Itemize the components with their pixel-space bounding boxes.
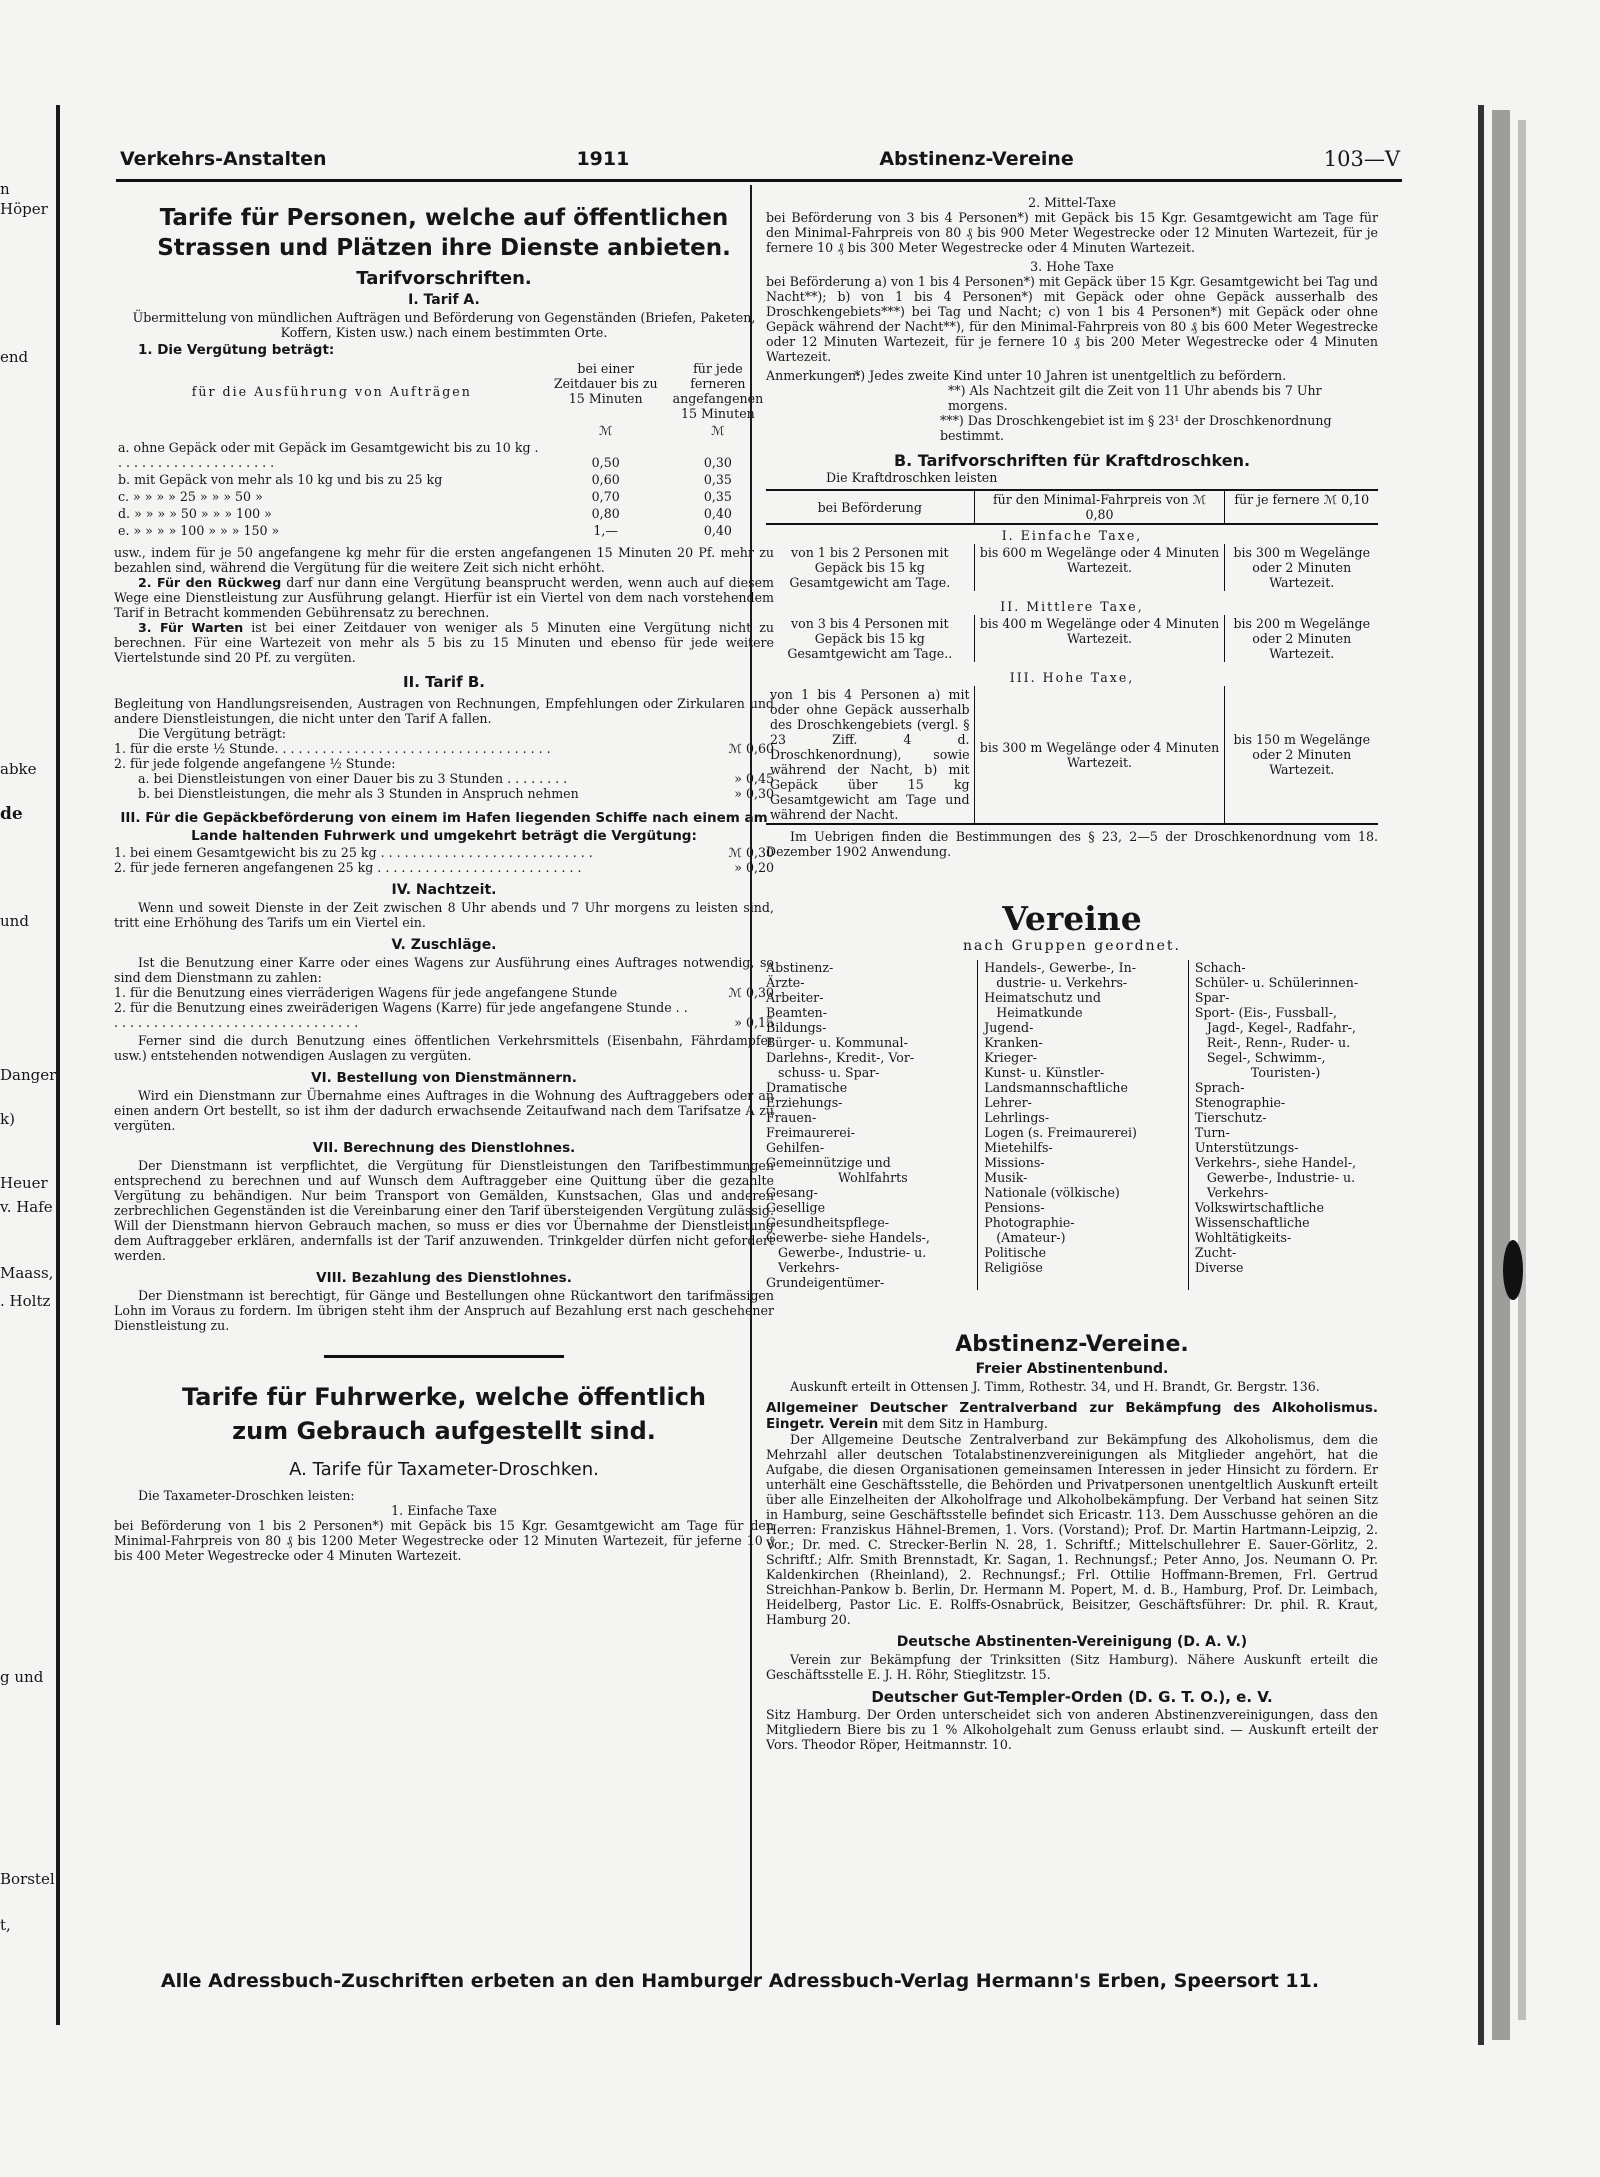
table-unit: ℳ <box>711 423 725 438</box>
cell: bis 400 m Wegelänge oder 4 Minuten Wartezeit. <box>974 615 1225 662</box>
table-header: bei Beförderung <box>766 490 974 524</box>
paragraph: Wird ein Dienstmann zur Übernahme eines Auftrages in die Wohnung des Auftraggebers oder an einen andern Ort bestellt, so ist ihm der dadurch erwachsende Zeitaufwand nach dem Tarifsatze A zu vergüten. <box>114 1088 774 1133</box>
group-item: Religiöse <box>984 1260 1043 1275</box>
group-item: schuss- u. Spar- <box>766 1065 880 1080</box>
group-item: Logen (s. Freimaurerei) <box>984 1125 1137 1140</box>
paragraph: Begleitung von Handlungsreisenden, Austragen von Rechnungen, Empfehlungen oder Zirkularen und andere Dienstleistungen, die nicht unter den Tarif A fallen. <box>114 696 774 726</box>
group-item: Zucht- <box>1194 1245 1237 1260</box>
group-item: Spar- <box>1194 990 1230 1005</box>
table-row <box>114 471 774 488</box>
table-section-title: I. Einfache Taxe, <box>1001 528 1143 543</box>
group-item: Verkehrs- <box>1194 1185 1269 1200</box>
taxameter-heading: A. Tarife für Taxameter-Droschken. <box>289 1459 599 1480</box>
group-item: Krieger- <box>984 1050 1037 1065</box>
group-item: Frauen- <box>766 1110 817 1125</box>
group-item: Bürger- u. Kommunal- <box>766 1035 908 1050</box>
table-row <box>114 522 774 539</box>
paragraph-lead: 2. Für den Rückweg <box>138 575 282 590</box>
paragraph: Der Allgemeine Deutsche Zentralverband zur Bekämpfung des Alkoholismus, dem die Mehrzahl aller deutschen Totalabstinenzvereinigungen als Mitglieder angehört, hat die Aufgabe, die diesen Organisationen gemeinsamen Interessen in jeder Hinsicht zu fördern. Er unterhält eine Geschäftsstelle, die Behörden und Privatpersonen unentgeltlich Auskunft erteilt über alle Einzelheiten der Alkoholfrage und Alkoholbekämpfung. Der Verband hat seinen Sitz in Hamburg, seine Geschäftsstelle befindet sich Ericastr. 113. Dem Ausschusse gehören an die Herren: Franziskus Hähnel-Bremen, 1. Vors. (Vorstand); Prof. Dr. Martin Hartmann-Leipzig, 2. Vor.; Dr. med. C. Strecker-Berlin N. 28, 1. Schriftf.; Mittelschullehrer E. Sauer-Görlitz, 2. Schriftf.; Alfr. Smith Brennstadt, Kr. Sagan, 1. Rechnungsf.; Peter Anno, Jos. Neumann O. Pr. Kaldenkirchen (Rheinland), 2. Rechnungsf.; Frl. Ottilie Hoffmann-Bremen, Frl. Gertrud Streichhan-Pankow b. Berlin, Dr. Hermann M. Popert, M. d. B., Hamburg, Prof. Dr. Leimbach, Heidelberg, Pastor Lic. E. Rolffs-Osnabrück, Beisitzer, Geschäftsführer: Dr. phil. R. Kraut, Hamburg 20. <box>766 1432 1378 1627</box>
header-left: Verkehrs-Anstalten <box>120 148 327 170</box>
group-item: Pensions- <box>984 1200 1045 1215</box>
group-item: Beamten- <box>766 1005 828 1020</box>
table-header: für den Minimal-Fahrpreis von ℳ 0,80 <box>974 490 1225 524</box>
page-content <box>80 145 1400 1985</box>
item-value: ℳ 0,30 <box>728 985 774 1000</box>
row-label: d. » » » » 50 » » » 100 » <box>118 506 272 521</box>
vereine-subtitle: nach Gruppen geordnet. <box>963 938 1181 954</box>
table-unit: ℳ <box>598 423 613 438</box>
item-value: » 0,45 <box>734 771 774 786</box>
paragraph-text: mit dem Sitz in Hamburg. <box>878 1416 1048 1431</box>
group-item: Lehrer- <box>984 1095 1032 1110</box>
group-item: Volkswirtschaftliche <box>1194 1200 1324 1215</box>
group-item: Nationale (völkische) <box>984 1185 1120 1200</box>
list-item <box>114 741 774 756</box>
group-item: Lehrlings- <box>984 1110 1050 1125</box>
abstinenz-vereine-heading: Abstinenz-Vereine. <box>955 1332 1189 1357</box>
group-item: Unterstützungs- <box>1194 1140 1299 1155</box>
group-item: Jagd-, Kegel-, Radfahr-, <box>1194 1020 1357 1035</box>
table-section-title: III. Hohe Taxe, <box>1009 670 1135 685</box>
group-item: Missions- <box>984 1155 1045 1170</box>
group-item: Landsmannschaftliche <box>984 1080 1128 1095</box>
groups-column-3 <box>1189 960 1378 1290</box>
margin-fragment: Höper <box>0 200 48 218</box>
group-item: Handels-, Gewerbe-, In- <box>984 960 1137 975</box>
paragraph: Die Vergütung beträgt: <box>138 726 286 741</box>
item-label: 1. für die erste ½ Stunde. . . . . . . . . . . . . . . . . . . . . . . . . . . . . . . . . . . <box>114 741 551 756</box>
margin-fragment: Borstel <box>0 1870 55 1888</box>
vereine-title: Vereine <box>1002 899 1142 938</box>
vereine-groups <box>766 960 1378 1290</box>
tarif-a-intro: Übermittelung von mündlichen Aufträgen und Beförderung von Gegenständen (Briefen, Paketen, Koffern, Kisten usw.) nach einem bestimmten Orte. <box>132 310 756 340</box>
table-row <box>114 488 774 505</box>
paragraph <box>114 575 774 620</box>
table-row <box>114 439 774 471</box>
paragraph: Ist die Benutzung einer Karre oder eines Wagens zur Ausführung eines Auftrages notwendig, so sind dem Dienstmann zu zahlen: <box>114 955 774 985</box>
paragraph: Wenn und soweit Dienste in der Zeit zwischen 8 Uhr abends und 7 Uhr morgens zu leisten sind, tritt eine Erhöhung des Tarifs um ein Viertel ein. <box>114 900 774 930</box>
margin-fragment: g und <box>0 1668 44 1686</box>
paragraph: Die Taxameter-Droschken leisten: <box>138 1488 355 1503</box>
anmerkungen-list <box>854 368 1378 443</box>
row-value: 0,35 <box>703 472 732 487</box>
table-row <box>114 505 774 522</box>
running-header <box>120 145 1400 173</box>
group-item: Gemeinnützige und <box>766 1155 891 1170</box>
table-header-col2: für jede ferneren angefangenen 15 Minuten <box>672 361 764 421</box>
berechnung-heading: VII. Berechnung des Dienstlohnes. <box>312 1140 576 1156</box>
bezahlung-heading: VIII. Bezahlung des Dienstlohnes. <box>316 1270 572 1286</box>
paragraph-text: darf nur dann eine Vergütung beansprucht werden, wenn auch auf diesem Wege eine Dienstleistung zur Ausführung gelangt. Hierfür ist ein Viertel von dem nach vorstehendem Tarif in Betracht kommenden Gebührensatz zu berechnen. <box>114 575 774 620</box>
cell: bis 300 m Wegelänge oder 4 Minuten Wartezeit. <box>974 686 1225 824</box>
list-item <box>114 756 774 771</box>
item-label: 1. für die Benutzung eines vierräderigen Wagens für jede angefangene Stunde <box>114 985 618 1000</box>
item-label: a. bei Dienstleistungen von einer Dauer bis zu 3 Stunden . . . . . . . . <box>138 771 568 786</box>
table-header: für je fernere ℳ 0,10 <box>1234 492 1370 507</box>
table-header-task: für die Ausführung von Aufträgen <box>191 383 472 399</box>
group-item: (Amateur-) <box>984 1230 1066 1245</box>
section-title: Tarife für Personen, welche auf öffentlichen Strassen und Plätzen ihre Dienste anbieten. <box>157 205 731 261</box>
footnote: **) Als Nachtzeit gilt die Zeit von 11 Uhr abends bis 7 Uhr morgens. <box>948 383 1322 413</box>
paragraph: bei Beförderung von 1 bis 2 Personen*) mit Gepäck bis 15 Kgr. Gesamtgewicht am Tage für den Minimal-Fahrpreis von 80 ₰ bis 1200 Meter Wegestrecke oder 12 Minuten Wartezeit, für jeferne 10 ₰ bis 400 Meter Wegestrecke oder 4 Minuten Wartezeit. <box>114 1518 774 1563</box>
item-value: ℳ 0,60 <box>728 741 774 756</box>
group-item: Kunst- u. Künstler- <box>984 1065 1105 1080</box>
row-value: 0,70 <box>591 489 620 504</box>
margin-fragment: abke <box>0 760 37 778</box>
item-value: » 0,20 <box>734 860 774 875</box>
group-item: Wissenschaftliche <box>1194 1215 1310 1230</box>
header-rule <box>116 179 1402 182</box>
table-row <box>766 686 1378 824</box>
bestellung-heading: VI. Bestellung von Dienstmännern. <box>311 1070 577 1086</box>
paragraph: Der Dienstmann ist verpflichtet, die Vergütung für Dienstleistungen den Tarifbestimmungen entsprechend zu berechnen und auf Wunsch dem Auftraggeber eine Quittung über die gezahlte Vergütung zu behändigen. Nur beim Transport von Gemälden, Kunstsachen, Glas und anderen zerbrechlichen Gegenständen ist die Vereinbarung einer den Tarif übersteigenden Vergütung zulässig. Will der Dienstmann hiervon Gebrauch machen, so muss er dies vor Übernahme der Dienstleistung dem Auftraggeber erklären, andernfalls ist der Tarif anzuwenden. Trinkgelder dürfen nicht gefordert werden. <box>114 1158 774 1263</box>
group-item: Grundeigentümer- <box>766 1275 885 1290</box>
group-item: Diverse <box>1194 1260 1244 1275</box>
row-value: 0,80 <box>591 506 620 521</box>
row-value: 0,35 <box>703 489 732 504</box>
page-footer: Alle Adressbuch-Zuschriften erbeten an den Hamburger Adressbuch-Verlag Hermann's Erben, Speersort 11. <box>160 1970 1320 1992</box>
group-item: Touristen-) <box>1194 1065 1321 1080</box>
group-item: Politische <box>984 1245 1047 1260</box>
ink-blot <box>1503 1240 1523 1300</box>
paragraph: bei Beförderung von 3 bis 4 Personen*) mit Gepäck bis 15 Kgr. Gesamtgewicht am Tage für den Minimal-Fahrpreis von 80 ₰ bis 900 Meter Wegestrecke oder 12 Minuten Wartezeit, für je fernere 10 ₰ bis 300 Meter Wegestrecke oder 4 Minuten Wartezeit. <box>766 210 1378 255</box>
group-item: Gesundheitspflege- <box>766 1215 890 1230</box>
group-item: Sport- (Eis-, Fussball-, <box>1194 1005 1337 1020</box>
group-item: Arbeiter- <box>766 990 824 1005</box>
group-item: Erziehungs- <box>766 1095 843 1110</box>
group-item: Kranken- <box>984 1035 1043 1050</box>
binding-shadow <box>1492 110 1510 2040</box>
footnote: ***) Das Droschkengebiet ist im § 23¹ der Droschkenordnung bestimmt. <box>940 413 1332 443</box>
binding-shadow <box>1478 105 1484 2045</box>
group-item: Wohltätigkeits- <box>1194 1230 1292 1245</box>
group-item: Freimaurerei- <box>766 1125 856 1140</box>
header-right: Abstinenz-Vereine <box>879 148 1074 170</box>
list-item <box>114 771 774 786</box>
paragraph-lead: 3. Für Warten <box>138 620 244 635</box>
paragraph: Der Dienstmann ist berechtigt, für Gänge und Bestellungen ohne Rückantwort den tarifmässigen Lohn im Voraus zu fordern. Im übrigen steht ihm der Anspruch auf Bezahlung erst nach geschehener Dienstleistung zu. <box>114 1288 774 1333</box>
kraftdroschken-heading: B. Tarifvorschriften für Kraftdroschken. <box>893 451 1251 470</box>
cell: bis 200 m Wegelänge oder 2 Minuten Wartezeit. <box>1233 616 1371 661</box>
group-item: dustrie- u. Verkehrs- <box>984 975 1128 990</box>
group-item: Heimatkunde <box>984 1005 1083 1020</box>
group-item: Verkehrs- <box>766 1260 840 1275</box>
row-value: 0,40 <box>703 506 732 521</box>
tarif-a-table <box>114 360 774 539</box>
footnote: *) Jedes zweite Kind unter 10 Jahren ist unentgeltlich zu befördern. <box>854 368 1287 383</box>
row-value: 0,60 <box>591 472 620 487</box>
item-label: 2. für die Benutzung eines zweiräderigen Wagens (Karre) für jede angefangene Stunde . . . . . . . . . . . . . . . . . . . . . . . . . . . . . . . . . <box>114 1000 688 1030</box>
table-row <box>766 544 1378 591</box>
list-item <box>114 860 774 875</box>
group-item: Gewerbe- siehe Handels-, <box>766 1230 930 1245</box>
margin-fragment: Heuer <box>0 1174 48 1192</box>
fuhrwerke-title: Tarife für Fuhrwerke, welche öffentlich zum Gebrauch aufgestellt sind. <box>181 1383 707 1445</box>
group-item: Gesellige <box>766 1200 826 1215</box>
row-value: 0,30 <box>703 455 732 470</box>
paragraph: Die Kraftdroschken leisten <box>826 470 998 485</box>
paragraph: Auskunft erteilt in Ottensen J. Timm, Rothestr. 34, und H. Brandt, Gr. Bergstr. 136. <box>790 1379 1320 1394</box>
item-label: 2. für jede ferneren angefangenen 25 kg . . . . . . . . . . . . . . . . . . . . . . . . . . <box>114 860 582 875</box>
group-item: Darlehns-, Kredit-, Vor- <box>766 1050 915 1065</box>
margin-fragment: n <box>0 180 10 198</box>
margin-fragment: k) <box>0 1110 15 1128</box>
header-page-number: 103—V <box>1323 147 1400 171</box>
group-item: Ärzte- <box>766 975 805 990</box>
zuschlaege-heading: V. Zuschläge. <box>391 937 497 953</box>
section-subtitle: Tarifvorschriften. <box>356 268 532 289</box>
dgto-heading: Deutscher Gut-Templer-Orden (D. G. T. O.), e. V. <box>871 1688 1273 1706</box>
paragraph: bei Beförderung a) von 1 bis 4 Personen*) mit Gepäck über 15 Kgr. Gesamtgewicht bei Tag und Nacht**); b) von 1 bis 4 Personen*) mit Gepäck oder ohne Gepäck ausserhalb des Droschkengebiets***) bei Tag und Nacht; c) von 1 bis 4 Personen*) mit Gepäck oder ohne Gepäck während der Nacht**), für den Minimal-Fahrpreis von 80 ₰ bis 600 Meter Wegestrecke oder 12 Minuten Wartezeit, für je fernere 10 ₰ bis 200 Meter Wegestrecke oder 4 Minuten Wartezeit. <box>766 274 1378 364</box>
row-label: e. » » » » 100 » » » 150 » <box>118 523 280 538</box>
list-item <box>114 985 774 1000</box>
group-item: Heimatschutz und <box>984 990 1101 1005</box>
item-label: 2. für jede folgende angefangene ½ Stunde: <box>114 756 396 771</box>
item-value: » 0,30 <box>734 786 774 801</box>
item-label: b. bei Dienstleistungen, die mehr als 3 Stunden in Anspruch nehmen <box>138 786 579 801</box>
group-item: Segel-, Schwimm-, <box>1194 1050 1326 1065</box>
group-item: Tierschutz- <box>1194 1110 1267 1125</box>
row-value: 0,50 <box>591 455 620 470</box>
group-item: Schüler- u. Schülerinnen- <box>1194 975 1359 990</box>
row-label: c. » » » » 25 » » » 50 » <box>118 489 263 504</box>
tarif-a-heading: I. Tarif A. <box>408 292 480 308</box>
margin-fragment: t, <box>0 1916 11 1934</box>
group-item: Mietehilfs- <box>984 1140 1053 1155</box>
paragraph: Sitz Hamburg. Der Orden unterscheidet sich von anderen Abstinenzvereinigungen, dass den Mitgliedern Biere bis zu 1 % Alkoholgehalt zum Genuss erlaubt sind. — Auskunft erteilt der Vors. Theodor Röper, Heitmannstr. 10. <box>766 1707 1378 1752</box>
cell: bis 600 m Wegelänge oder 4 Minuten Wartezeit. <box>974 544 1225 591</box>
group-item: Wohlfahrts <box>766 1170 908 1185</box>
margin-fragment: v. Hafe <box>0 1198 53 1216</box>
group-item: Schach- <box>1194 960 1246 975</box>
margin-fragment: Danger <box>0 1066 57 1084</box>
group-item: Gewerbe-, Industrie- u. <box>1194 1170 1356 1185</box>
nachtzeit-heading: IV. Nachtzeit. <box>391 882 497 898</box>
group-item: Jugend- <box>984 1020 1034 1035</box>
group-item: Gewerbe-, Industrie- u. <box>766 1245 927 1260</box>
row-value: 1,— <box>593 523 619 538</box>
margin-fragment: end <box>0 348 29 366</box>
cell: von 3 bis 4 Personen mit Gepäck bis 15 kg Gesamtgewicht am Tage.. <box>766 615 974 662</box>
verguetung-label: 1. Die Vergütung beträgt: <box>138 342 335 358</box>
anmerkungen-label: Anmerkungen: <box>766 368 861 383</box>
paragraph <box>766 1400 1378 1432</box>
kraftdroschken-table <box>766 489 1378 825</box>
row-value: 0,40 <box>703 523 732 538</box>
tarif-b-heading: II. Tarif B. <box>403 673 485 691</box>
group-item: Bildungs- <box>766 1020 827 1035</box>
item-label: 1. bei einem Gesamtgewicht bis zu 25 kg . . . . . . . . . . . . . . . . . . . . . . . . . . . <box>114 845 593 860</box>
left-column <box>114 203 774 1563</box>
anmerkungen <box>766 368 1378 443</box>
table-header-col1: bei einer Zeitdauer bis zu 15 Minuten <box>553 361 658 406</box>
groups-column-2 <box>978 960 1189 1290</box>
paragraph: usw., indem für je 50 angefangene kg mehr für die ersten angefangenen 15 Minuten 20 Pf. mehr zu bezahlen sind, während die Vergütung für die weitere Zeit sich nicht erhöht. <box>114 545 774 575</box>
group-item: Photographie- <box>984 1215 1075 1230</box>
paragraph <box>114 620 774 665</box>
previous-page-edge <box>0 100 57 2000</box>
row-label: b. mit Gepäck von mehr als 10 kg und bis zu 25 kg <box>118 472 443 487</box>
list-item <box>114 845 774 860</box>
group-item: Abstinenz- <box>766 960 834 975</box>
paragraph: Im Uebrigen finden die Bestimmungen des § 23, 2—5 der Droschkenordnung vom 18. Dezember 1902 Anwendung. <box>766 829 1378 859</box>
section-divider <box>324 1355 564 1358</box>
header-year: 1911 <box>576 148 630 170</box>
group-item: Sprach- <box>1194 1080 1245 1095</box>
margin-fragment: und <box>0 912 29 930</box>
group-item: Turn- <box>1194 1125 1230 1140</box>
groups-column-1 <box>766 960 978 1290</box>
cell: bis 150 m Wegelänge oder 2 Minuten Wartezeit. <box>1233 732 1371 777</box>
table-row <box>766 615 1378 662</box>
cell: von 1 bis 4 Personen a) mit oder ohne Gepäck ausserhalb des Droschkengebiets (vergl. § 23 Ziff. 4 d. Droschkenordnung), sowie während der Nacht, b) mit Gepäck über 15 kg Gesamtgewicht am Tage und während der Nacht. <box>766 686 974 824</box>
paragraph: Ferner sind die durch Benutzung eines öffentlichen Verkehrsmittels (Eisenbahn, Fährdampfer usw.) entstehenden notwendigen Auslagen zu vergüten. <box>114 1033 774 1063</box>
margin-fragment: de <box>0 804 23 824</box>
group-item: Stenographie- <box>1194 1095 1286 1110</box>
freier-abstinentenbund-heading: Freier Abstinentenbund. <box>975 1361 1169 1377</box>
hohe-taxe-heading: 3. Hohe Taxe <box>1030 259 1114 274</box>
cell: von 1 bis 2 Personen mit Gepäck bis 15 kg Gesamtgewicht am Tage. <box>766 544 974 591</box>
cell: bis 300 m Wegelänge oder 2 Minuten Wartezeit. <box>1233 545 1371 590</box>
binding-shadow <box>1518 120 1526 2020</box>
einfache-taxe-heading: 1. Einfache Taxe <box>391 1503 497 1518</box>
organization-name: Allgemeiner Deutscher Zentralverband zur Bekämpfung des Alkoholismus. Eingetr. Verein <box>766 1400 1378 1432</box>
mittel-taxe-heading: 2. Mittel-Taxe <box>1028 195 1116 210</box>
paragraph-text: ist bei einer Zeitdauer von weniger als 5 Minuten eine Vergütung nicht zu berechnen. Für eine Wartezeit von mehr als 5 bis zu 15 Minuten und ebenso für jede weitere Viertelstunde sind 20 Pf. zu vergüten. <box>114 620 774 665</box>
group-item: Musik- <box>984 1170 1028 1185</box>
paragraph: Verein zur Bekämpfung der Trinksitten (Sitz Hamburg). Nähere Auskunft erteilt die Geschäftsstelle E. J. H. Röhr, Stieglitzstr. 15. <box>766 1652 1378 1682</box>
group-item: Gesang- <box>766 1185 818 1200</box>
page-edge-line <box>56 105 60 2025</box>
row-label: a. ohne Gepäck oder mit Gepäck im Gesamtgewicht bis zu 10 kg . . . . . . . . . . . . . . . . . . . . . <box>118 440 539 470</box>
right-column <box>766 195 1378 1752</box>
table-section-title: II. Mittlere Taxe, <box>1000 599 1144 614</box>
margin-fragment: . Holtz <box>0 1292 51 1310</box>
group-item: Dramatische <box>766 1080 848 1095</box>
item-value: » 0,15 <box>734 1015 774 1030</box>
group-item: Gehilfen- <box>766 1140 825 1155</box>
gepaeck-heading: III. Für die Gepäckbeförderung von einem im Hafen liegenden Schiffe nach einem am Lande haltenden Fuhrwerk und umgekehrt beträgt die Vergütung: <box>120 810 768 844</box>
list-item <box>114 1000 774 1030</box>
group-item: Reit-, Renn-, Ruder- u. <box>1194 1035 1351 1050</box>
list-item <box>114 786 774 801</box>
item-value: ℳ 0,30 <box>728 845 774 860</box>
margin-fragment: Maass, <box>0 1264 54 1282</box>
group-item: Verkehrs-, siehe Handel-, <box>1194 1155 1357 1170</box>
dav-heading: Deutsche Abstinenten-Vereinigung (D. A. V.) <box>896 1634 1248 1650</box>
